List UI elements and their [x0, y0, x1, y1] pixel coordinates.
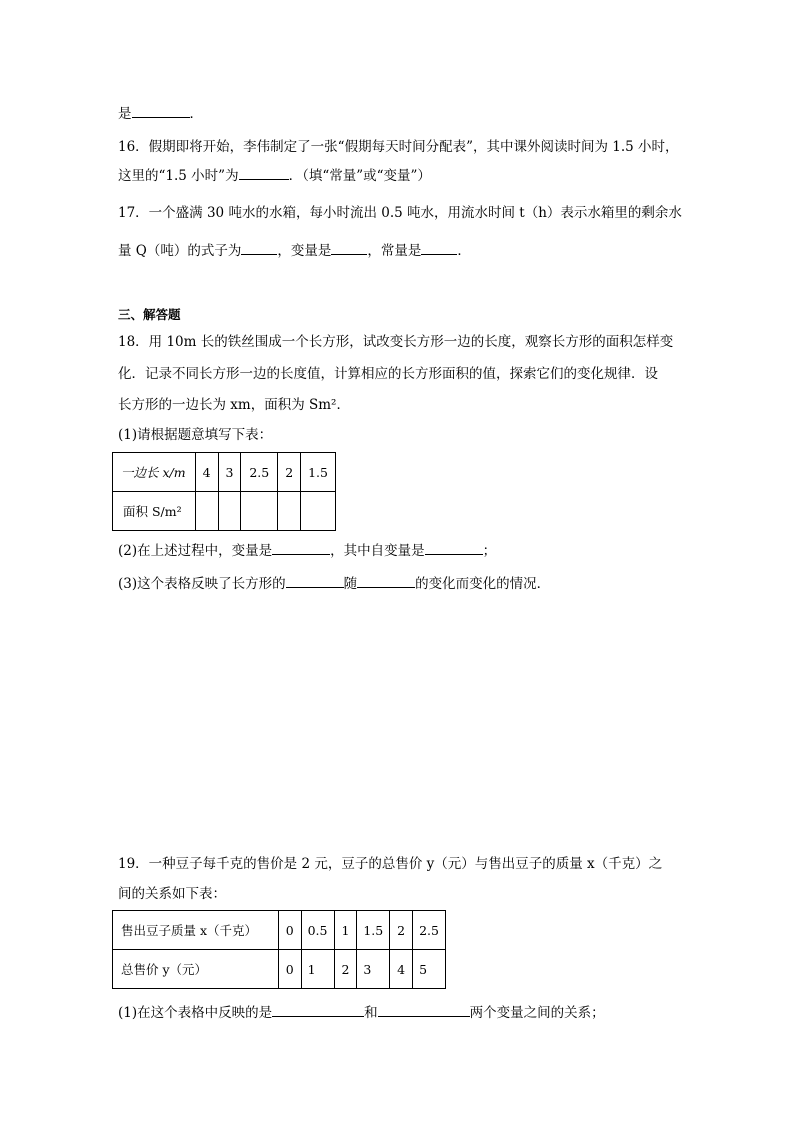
table-row	[113, 453, 336, 492]
q18-cell: 1.5	[301, 453, 336, 492]
q19-cell: 2.5	[413, 911, 446, 950]
q18-cell-input[interactable]	[218, 492, 241, 531]
q18-cell: 2.5	[241, 453, 278, 492]
table-row	[113, 911, 446, 950]
q18-part3-c: 的变化而变化的情况．	[415, 576, 551, 592]
q19-var1-blank[interactable]	[272, 1002, 364, 1017]
q18-part2	[118, 540, 496, 561]
q19-part1	[118, 1002, 605, 1023]
q19-cell: 0	[278, 911, 301, 950]
q18-part2-a: (2)在上述过程中，变量是	[118, 543, 273, 559]
q19-cell: 1	[334, 911, 357, 950]
q19-cell: 2	[334, 950, 357, 989]
q18-part2-c: ；	[482, 543, 497, 559]
q19-cell: 4	[390, 950, 413, 989]
q18-variable-blank[interactable]	[272, 540, 330, 555]
q18-part1: (1)请根据题意填写下表：	[118, 427, 273, 443]
q18-cell: 4	[195, 453, 218, 492]
q19-cell: 5	[413, 950, 446, 989]
q15-answer-blank[interactable]	[132, 103, 190, 118]
q15-suffix: ．	[189, 106, 203, 122]
q16-line2	[118, 165, 431, 186]
q19-row1-label: 售出豆子质量 x（千克）	[113, 911, 279, 950]
q18-row1-label: 一边长 x/m	[113, 453, 196, 492]
q17-constant-blank[interactable]	[421, 240, 457, 255]
q18-independent-blank[interactable]	[425, 540, 483, 555]
q18-cell-input[interactable]	[301, 492, 336, 531]
q19-cell: 1.5	[357, 911, 390, 950]
table-row	[113, 492, 336, 531]
q19-part1-b: 和	[364, 1005, 378, 1021]
q17-line2	[118, 240, 471, 261]
q19-part1-a: (1)在这个表格中反映的是	[118, 1005, 273, 1021]
q19-line2: 间的关系如下表：	[118, 886, 226, 902]
q19-var2-blank[interactable]	[378, 1002, 470, 1017]
q16-answer-blank[interactable]	[239, 165, 289, 180]
q17-line2-d: ．	[457, 243, 471, 259]
q18-cell: 2	[278, 453, 301, 492]
q19-cell: 0.5	[301, 911, 334, 950]
q18-dependent-blank[interactable]	[286, 573, 344, 588]
section-title: 三、解答题	[118, 307, 181, 322]
q18-part3-b: 随	[343, 576, 358, 592]
q19-cell: 1	[301, 950, 334, 989]
q19-part1-c: 两个变量之间的关系；	[469, 1005, 605, 1021]
q17-line2-b: ，变量是	[277, 243, 332, 259]
q17-variable-blank[interactable]	[331, 240, 367, 255]
q19-cell: 0	[278, 950, 301, 989]
q15-prefix: 是	[118, 106, 132, 122]
table-row	[113, 950, 446, 989]
q18-row2-label: 面积 S/m²	[113, 492, 196, 531]
q18-part2-b: ，其中自变量是	[330, 543, 425, 559]
q19-table	[112, 910, 446, 989]
q16-line2-prefix: 这里的“1.5 小时”为	[118, 168, 239, 184]
q18-line2: 化．记录不同长方形一边的长度值，计算相应的长方形面积的值，探索它们的变化规律．设	[118, 366, 658, 382]
q19-cell: 2	[390, 911, 413, 950]
q16-line1: 16．假期即将开始，李伟制定了一张“假期每天时间分配表”，其中课外阅读时间为 1.5 小时，	[118, 139, 679, 155]
q18-cell-input[interactable]	[241, 492, 278, 531]
q16-line2-suffix: ．（填“常量”或“变量”）	[288, 168, 431, 184]
q18-part3-a: (3)这个表格反映了长方形的	[118, 576, 286, 592]
q18-part3	[118, 573, 550, 594]
q17-line2-c: ，常量是	[367, 243, 422, 259]
q19-line1: 19．一种豆子每千克的售价是 2 元，豆子的总售价 y（元）与售出豆子的质量 x（千克）之	[118, 856, 663, 872]
q18-cell: 3	[218, 453, 241, 492]
q18-table	[112, 452, 336, 531]
q17-line2-a: 量 Q（吨）的式子为	[118, 243, 242, 259]
q17-formula-blank[interactable]	[241, 240, 277, 255]
q19-cell: 3	[357, 950, 390, 989]
q18-cause-blank[interactable]	[357, 573, 415, 588]
q19-row2-label: 总售价 y（元）	[113, 950, 279, 989]
q15-tail	[118, 103, 203, 124]
q18-line1: 18．用 10m 长的铁丝围成一个长方形，试改变长方形一边的长度，观察长方形的面积怎样变	[118, 334, 674, 350]
q18-cell-input[interactable]	[195, 492, 218, 531]
q18-line3: 长方形的一边长为 xm，面积为 Sm²．	[118, 397, 350, 413]
q18-cell-input[interactable]	[278, 492, 301, 531]
q17-line1: 17．一个盛满 30 吨水的水箱，每小时流出 0.5 吨水，用流水时间 t（h）表示水箱里的剩余水	[118, 205, 682, 221]
